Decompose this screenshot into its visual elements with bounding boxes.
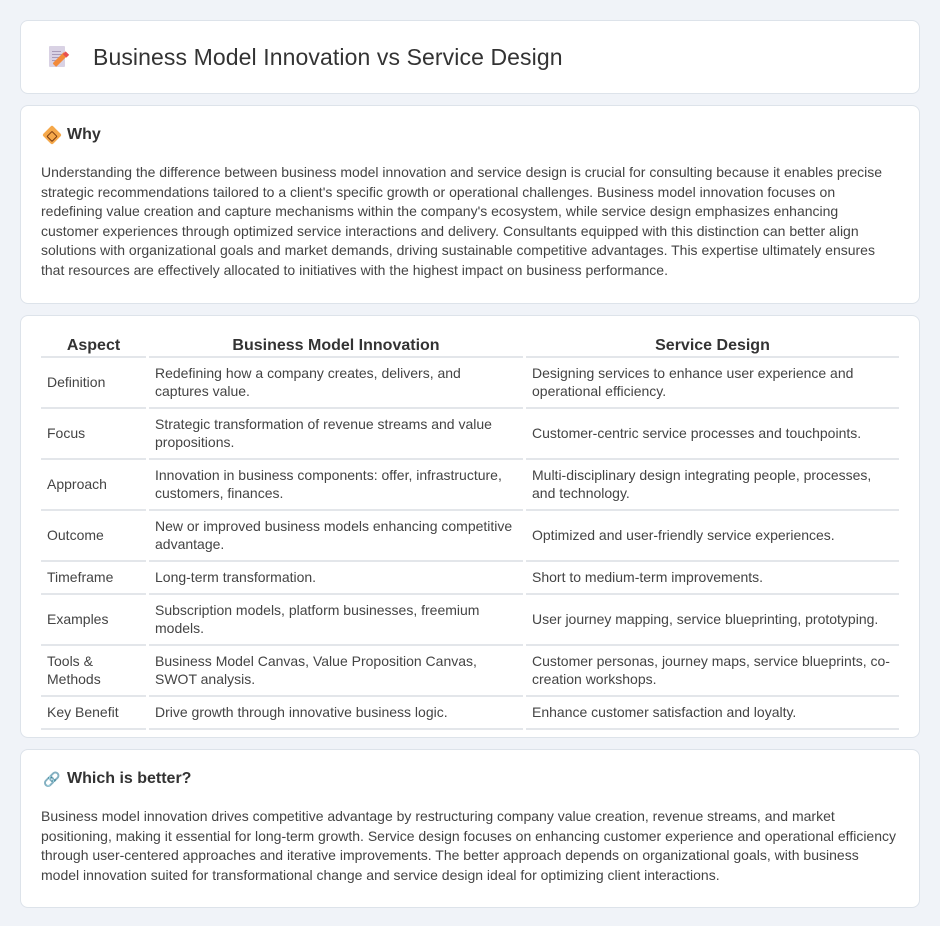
row-aspect: Examples: [41, 595, 146, 646]
table-row: [41, 595, 899, 646]
table-header-row: [41, 334, 899, 358]
which-is-better-title: Which is better?: [67, 770, 192, 787]
table-row: [41, 409, 899, 460]
row-aspect: Key Benefit: [41, 697, 146, 730]
row-sd: Multi-disciplinary design integrating people, processes, and technology.: [526, 460, 899, 511]
memo-pencil-icon: [47, 45, 69, 69]
row-sd: User journey mapping, service blueprinting, prototyping.: [526, 595, 899, 646]
row-aspect: Tools & Methods: [41, 646, 146, 697]
row-sd: Optimized and user-friendly service experiences.: [526, 511, 899, 562]
why-section: [20, 105, 920, 304]
row-sd: Customer-centric service processes and touchpoints.: [526, 409, 899, 460]
why-heading: [41, 126, 899, 144]
table-row: [41, 697, 899, 730]
header-service-design: Service Design: [526, 334, 899, 358]
header-card: [20, 20, 920, 94]
row-sd: Customer personas, journey maps, service blueprints, co-creation workshops.: [526, 646, 899, 697]
row-aspect: Approach: [41, 460, 146, 511]
which-is-better-section: [20, 749, 920, 908]
why-text: Understanding the difference between business model innovation and service design is crucial for consulting because it enables precise strategic recommendations tailored to a client's specific growth or operational challenges. Business model innovation focuses on redefining value creation and capture mechanisms within the company's ecosystem, while service design emphasizes enhancing customer experiences through optimized service interactions and delivery. Consultants equipped with this distinction can better align solutions with organizational goals and market demands, driving sustainable competitive advantages. This expertise ultimately ensures that resources are effectively allocated to initiatives with the highest impact on business performance.: [41, 164, 883, 278]
row-aspect: Outcome: [41, 511, 146, 562]
comparison-table-card: [20, 315, 920, 738]
row-sd: Designing services to enhance user experience and operational efficiency.: [526, 358, 899, 409]
page-title: Business Model Innovation vs Service Design: [93, 43, 563, 70]
row-aspect: Definition: [41, 358, 146, 409]
row-bmi: Long-term transformation.: [149, 562, 523, 595]
header-business-model-innovation: Business Model Innovation: [149, 334, 523, 358]
which-is-better-heading: [41, 770, 899, 788]
row-bmi: Business Model Canvas, Value Proposition Canvas, SWOT analysis.: [149, 646, 523, 697]
header-aspect: Aspect: [41, 334, 146, 358]
link-icon: 🔗: [43, 770, 61, 787]
why-title: Why: [67, 126, 101, 143]
table-row: [41, 562, 899, 595]
row-bmi: Strategic transformation of revenue streams and value propositions.: [149, 409, 523, 460]
row-aspect: Timeframe: [41, 562, 146, 595]
table-row: [41, 358, 899, 409]
diamond-sign-icon: [42, 125, 62, 145]
table-row: [41, 511, 899, 562]
row-sd: Enhance customer satisfaction and loyalty.: [526, 697, 899, 730]
table-row: [41, 646, 899, 697]
row-aspect: Focus: [41, 409, 146, 460]
table-row: [41, 460, 899, 511]
row-bmi: New or improved business models enhancing competitive advantage.: [149, 511, 523, 562]
comparison-table: [38, 334, 902, 730]
row-bmi: Drive growth through innovative business logic.: [149, 697, 523, 730]
row-bmi: Subscription models, platform businesses, freemium models.: [149, 595, 523, 646]
row-sd: Short to medium-term improvements.: [526, 562, 899, 595]
row-bmi: Redefining how a company creates, delivers, and captures value.: [149, 358, 523, 409]
row-bmi: Innovation in business components: offer, infrastructure, customers, finances.: [149, 460, 523, 511]
which-is-better-text: Business model innovation drives competitive advantage by restructuring company value creation, revenue streams, and market positioning, making it essential for long-term growth. Service design focuses on enhancing customer experience and operational efficiency through user-centered approaches and iterative improvements. The better approach depends on organizational goals, with business model innovation suited for transformational change and service design ideal for optimizing client interactions.: [41, 808, 896, 883]
